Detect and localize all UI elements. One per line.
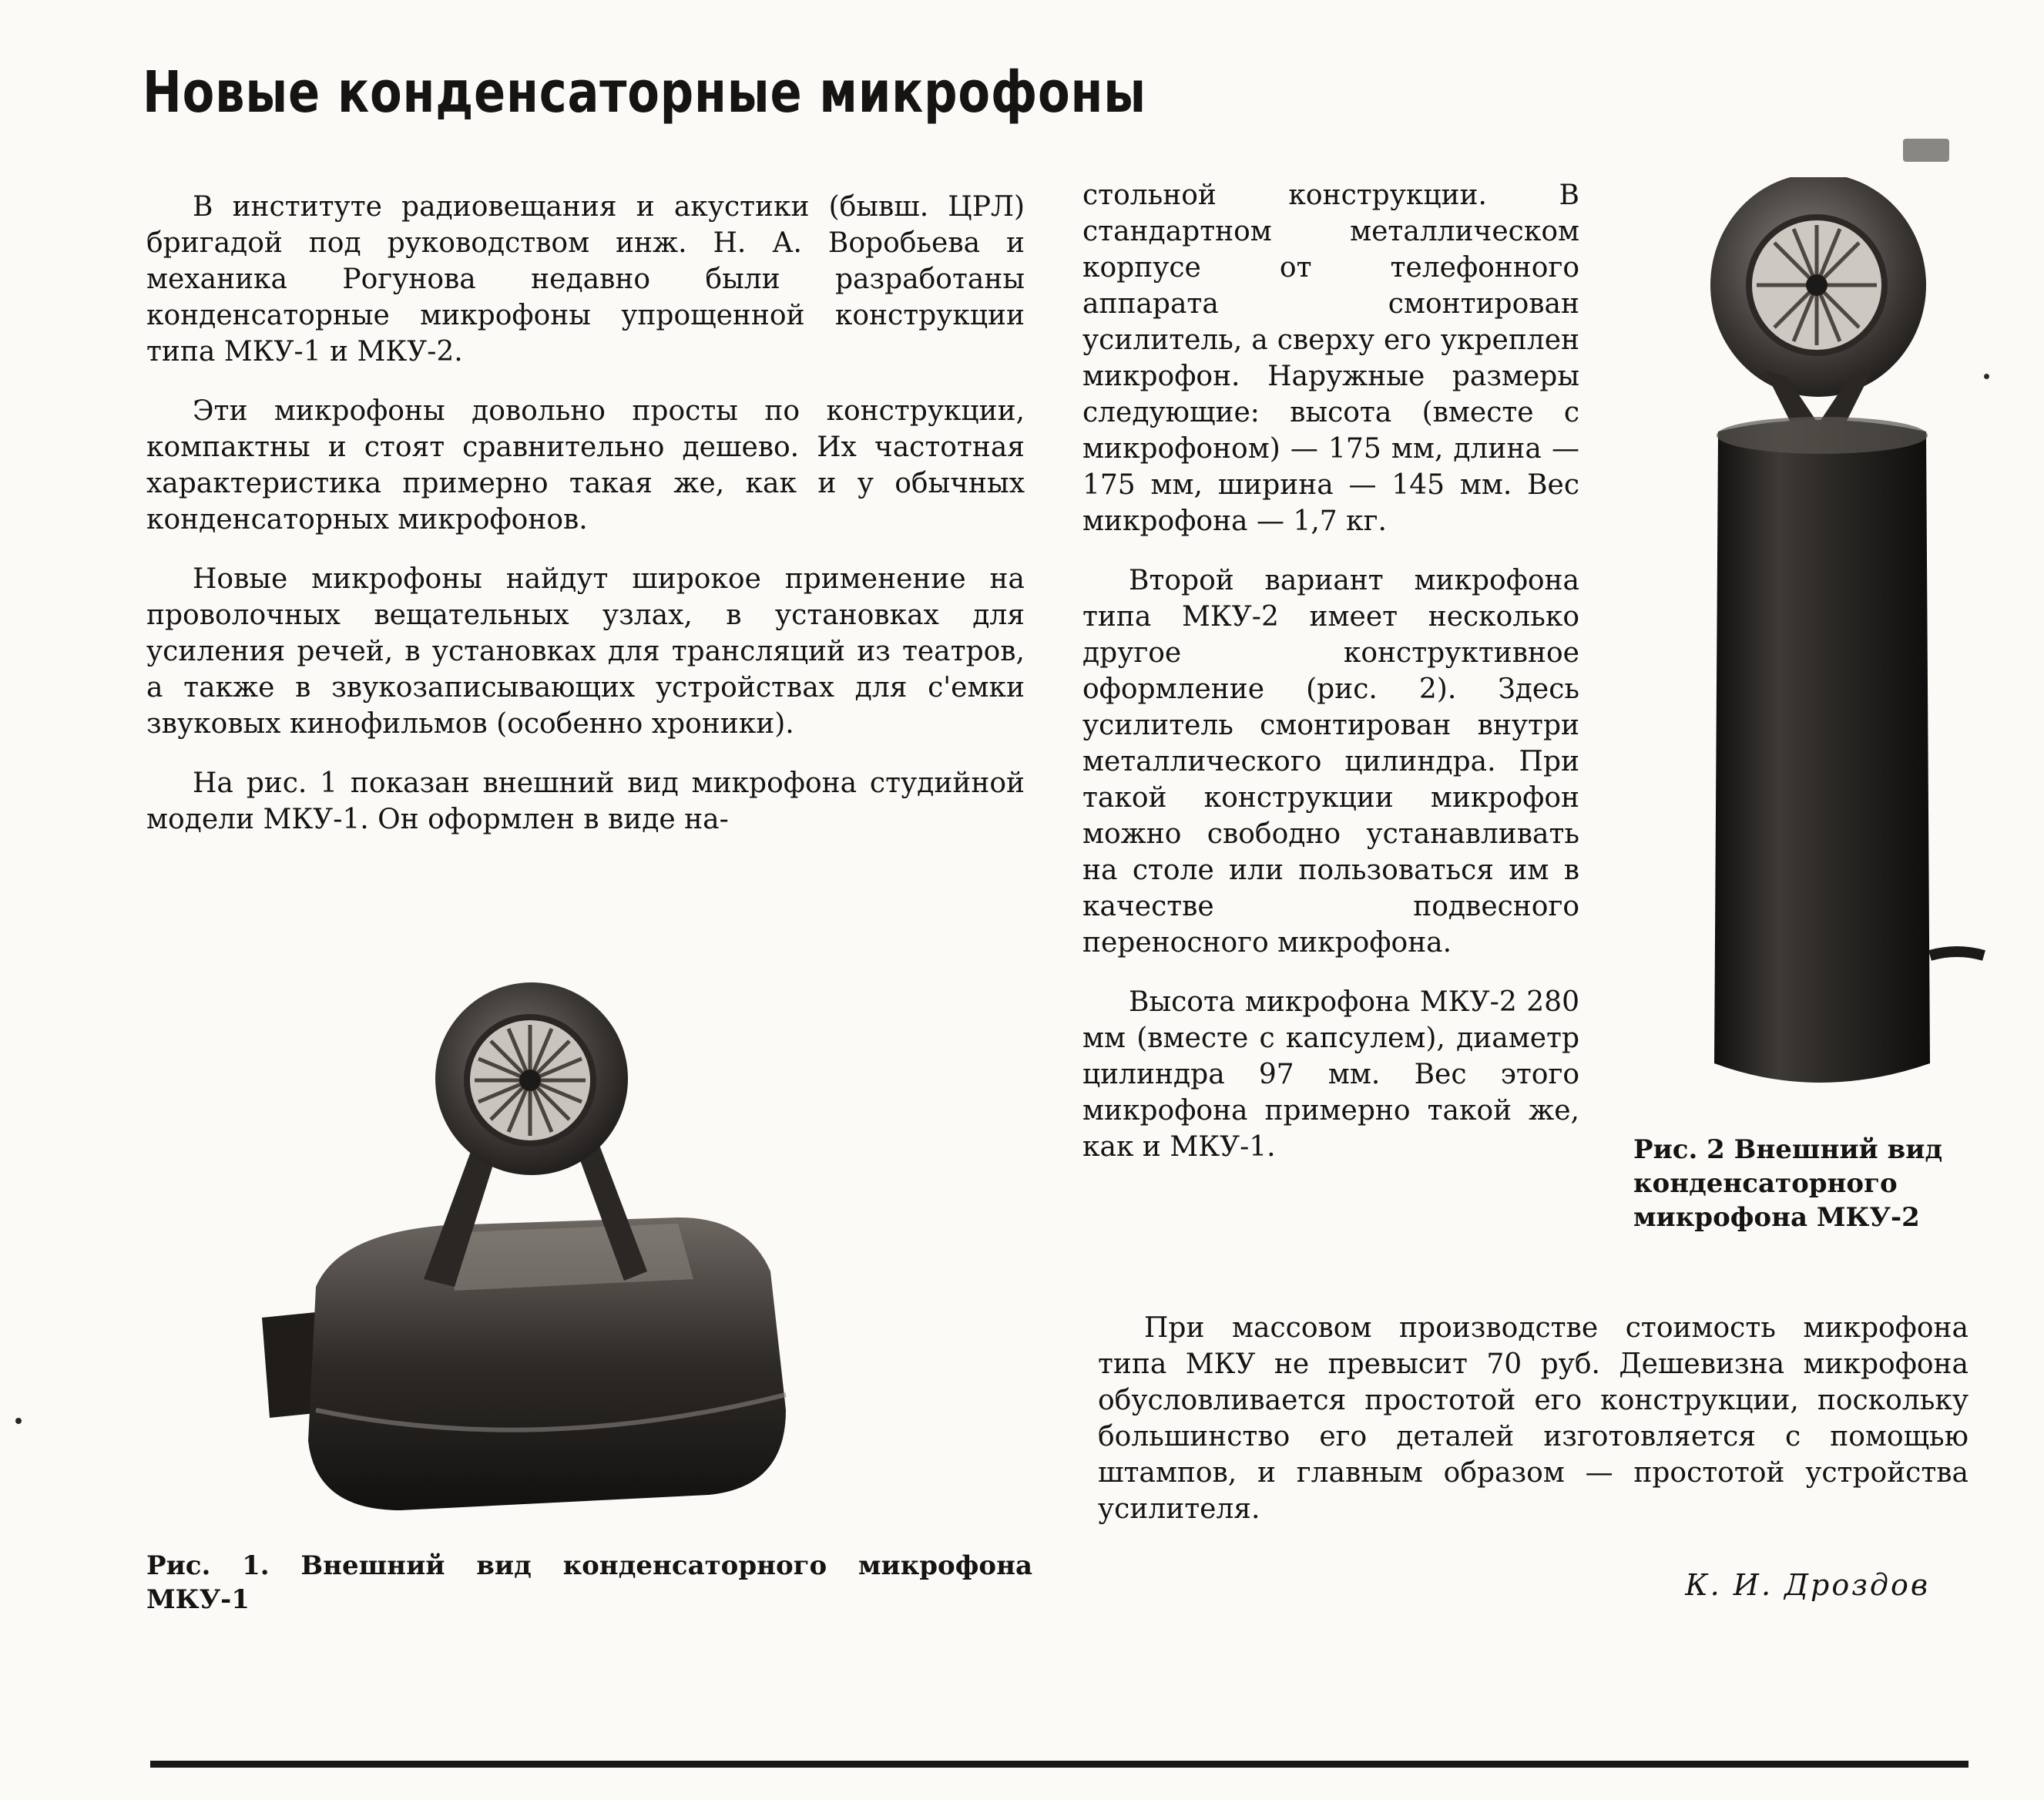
scan-speck xyxy=(1984,374,1989,379)
cylinder-microphone-photo-icon xyxy=(1664,177,1988,1117)
scan-speck xyxy=(15,1418,22,1424)
column-middle xyxy=(1082,177,1579,1188)
paragraph: Высота микрофона МКУ-2 280 мм (вместе с капсулем), диаметр цилиндра 97 мм. Вес этого микрофона примерно такой же, как и МКУ-1. xyxy=(1082,986,1579,1163)
paragraph: Новые микрофоны найдут широкое применение на проволочных вещательных узлах, в установках для усиления речей, в установках для трансляций из театров, а также в звукозаписывающих устройствах для с'емки звуковых кинофильмов (особенно хроники). xyxy=(146,563,1025,740)
scan-speck xyxy=(1903,139,1949,162)
paragraph: стольной конструкции. В стандартном металлическом корпусе от телефонного аппарата смонтирован усилитель, а сверху его укреплен микрофон. Наружные размеры следующие: высота (вместе с микрофоном) — 175 мм, длина — 175 мм, ширина — 145 мм. Вес микрофона — 1,7 кг. xyxy=(1082,180,1579,537)
figure-1-caption: Рис. 1. Внешний вид конденсаторного микрофона МКУ-1 xyxy=(146,1550,1032,1615)
paragraph: На рис. 1 показан внешний вид микрофона студийной модели МКУ-1. Он оформлен в виде на- xyxy=(146,767,1025,835)
article-title: Новые конденсаторные микрофоны xyxy=(143,59,1146,126)
desk-microphone-photo-icon xyxy=(247,979,832,1533)
column-left xyxy=(146,189,1025,861)
figure-2-caption: Рис. 2 Внешний вид конденсаторного микрофона МКУ-2 xyxy=(1633,1134,1943,1233)
paragraph: Эти микрофоны довольно просты по конструкции, компактны и стоят сравнительно дешево. Их частотная характеристика примерно такая же, как и у обычных конденсаторных микрофонов. xyxy=(146,395,1025,536)
paragraph: При массовом производстве стоимость микрофона типа МКУ не превысит 70 руб. Дешевизна микрофона обусловливается простотой его конструкции, поскольку большинство его деталей изготовляется с помощью штампов, и главным образом — простотой устройства усилителя. xyxy=(1098,1312,1968,1525)
closing-paragraph-block xyxy=(1098,1310,1968,1527)
paragraph: В институте радиовещания и акустики (бывш. ЦРЛ) бригадой под руководством инж. Н. А. Воробьева и механика Рогунова недавно были разработаны конденсаторные микрофоны упрощенной конструкции типа МКУ-1 и МКУ-2. xyxy=(146,191,1025,368)
author-signature: К. И. Дроздов xyxy=(1685,1568,1930,1602)
bottom-rule xyxy=(150,1761,1968,1768)
paragraph: Второй вариант микрофона типа МКУ-2 имеет несколько другое конструктивное оформление (рис. 2). Здесь усилитель смонтирован внутри металлического цилиндра. При такой конструкции микрофон можно свободно устанавливать на столе или пользоваться им в качестве подвесного переносного микрофона. xyxy=(1082,565,1579,959)
